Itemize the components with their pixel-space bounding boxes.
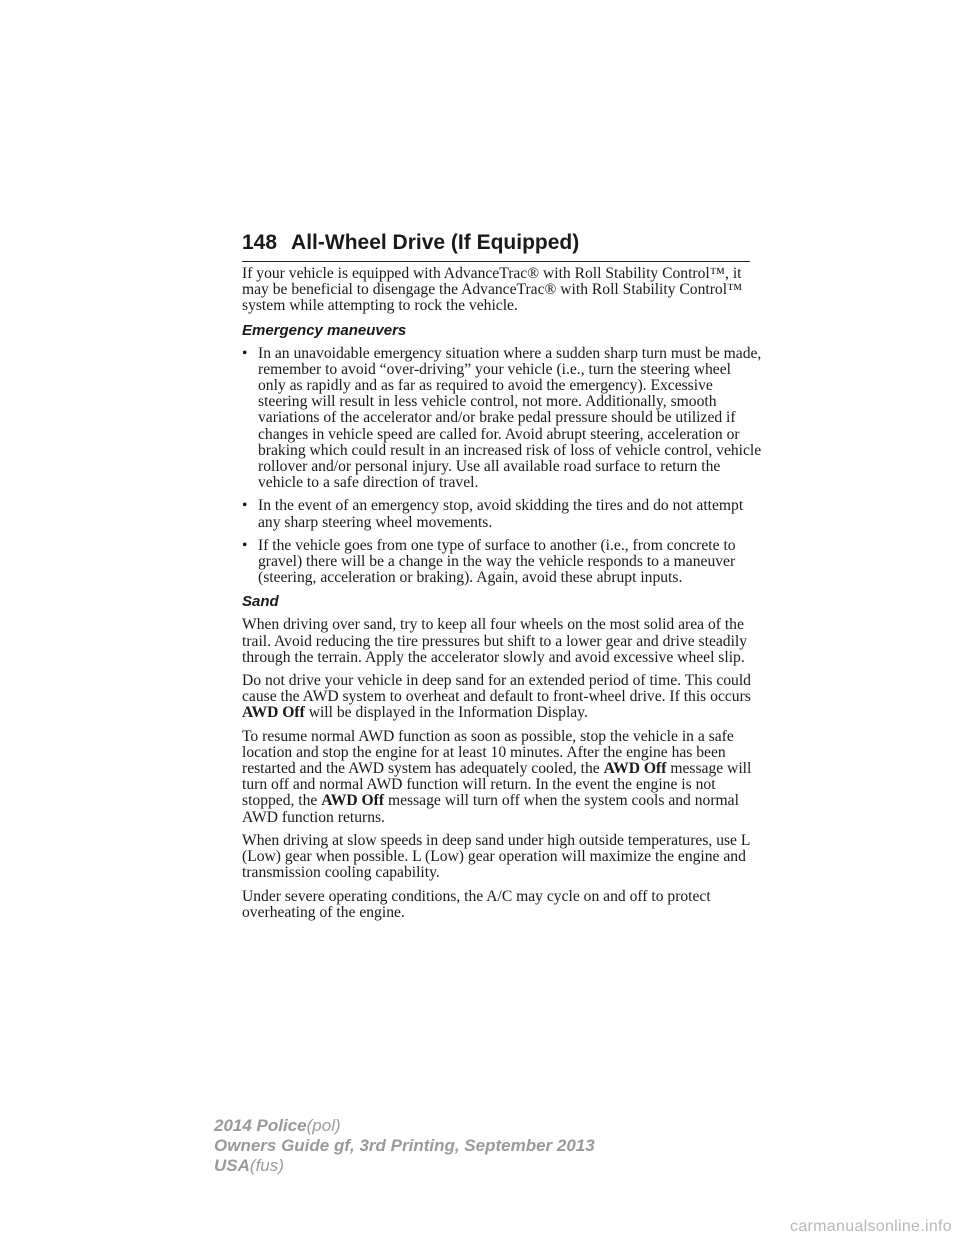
footer-market: USA (214, 1156, 250, 1175)
footer-model-code: (pol) (306, 1116, 341, 1135)
awd-off-message: AWD Off (603, 760, 667, 778)
sand-paragraph-3 (242, 729, 762, 826)
bullet-icon: • (242, 497, 248, 515)
awd-off-message: AWD Off (321, 792, 385, 810)
sand-paragraph-2 (242, 673, 762, 722)
footer-market-code: (fus) (249, 1156, 284, 1175)
sand-paragraph-1: When driving over sand, try to keep all four wheels on the most solid area of the trail. Avoid reducing the tire pressures but shift to a lower gear and drive steadily through the terrain. Apply the accelerator slowly and avoid excessive wheel slip. (242, 616, 748, 666)
bullet-text: In an unavoidable emergency situation where a sudden sharp turn must be made, remember to avoid “over-driving” your vehicle (i.e., turn the steering wheel only as rapidly and as far as required to avoid the emergency). Excessive steering will result in less vehicle control, not more. Additionally, smooth variations of the accelerator and/or brake pedal pressure should be utilized if changes in vehicle speed are called for. Avoid abrupt steering, acceleration or braking which could result in an increased risk of loss of vehicle control, vehicle rollover and/or personal injury. Use all available road surface to return the vehicle to a safe direction of travel. (258, 344, 762, 492)
text-run: message will turn off when the system cools and normal AWD function returns. (242, 792, 739, 826)
bullet-icon: • (242, 344, 248, 362)
page-header (242, 228, 750, 262)
bullet-icon: • (242, 536, 248, 554)
watermark: carmanualsonline.info (790, 1218, 952, 1235)
text-run: message will turn off and normal AWD function will return. In the event the engine is not stopped, the (242, 760, 752, 810)
text-run: Do not drive your vehicle in deep sand for an extended period of time. This could cause the AWD system to overheat and default to front-wheel drive. If this occurs (242, 672, 751, 706)
intro-paragraph: If your vehicle is equipped with AdvanceTrac® with Roll Stability Control™, it may be beneficial to disengage the AdvanceTrac® with Roll Stability Control™ system while attempting to rock the vehicle. (242, 265, 743, 315)
bullet-text: In the event of an emergency stop, avoid skidding the tires and do not attempt any sharp steering wheel movements. (258, 497, 744, 531)
page-number: 148 (242, 231, 278, 254)
document-footer (214, 1116, 595, 1176)
footer-line-3 (214, 1156, 595, 1176)
sand-paragraph-5: Under severe operating conditions, the A/C may cycle on and off to protect overheating of the engine. (242, 887, 711, 921)
text-run: To resume normal AWD function as soon as possible, stop the vehicle in a safe location and stop the engine for at least 10 minutes. After the engine has been restarted and the AWD system has adequately cooled, the (242, 727, 734, 778)
list-item (242, 498, 762, 530)
sand-heading: Sand (242, 593, 279, 611)
footer-line-1 (214, 1116, 595, 1136)
section-title: All-Wheel Drive (If Equipped) (291, 231, 580, 254)
text-run: will be displayed in the Information Display. (304, 704, 588, 722)
awd-off-message: AWD Off (242, 704, 305, 722)
sand-paragraph-4: When driving at slow speeds in deep sand under high outside temperatures, use L (Low) gear when possible. L (Low) gear operation will maximize the engine and transmission cooling capability. (242, 831, 750, 882)
bullet-text: If the vehicle goes from one type of surface to another (i.e., from concrete to gravel) there will be a change in the way the vehicle responds to a maneuver (steering, acceleration or braking). Again, avoid these abrupt inputs. (258, 536, 736, 587)
list-item (242, 346, 762, 492)
footer-model: 2014 Police (214, 1116, 307, 1135)
emergency-heading: Emergency maneuvers (242, 321, 407, 339)
footer-line-2: Owners Guide gf, 3rd Printing, September 2013 (214, 1136, 595, 1155)
list-item (242, 538, 762, 587)
page-content (242, 266, 762, 928)
